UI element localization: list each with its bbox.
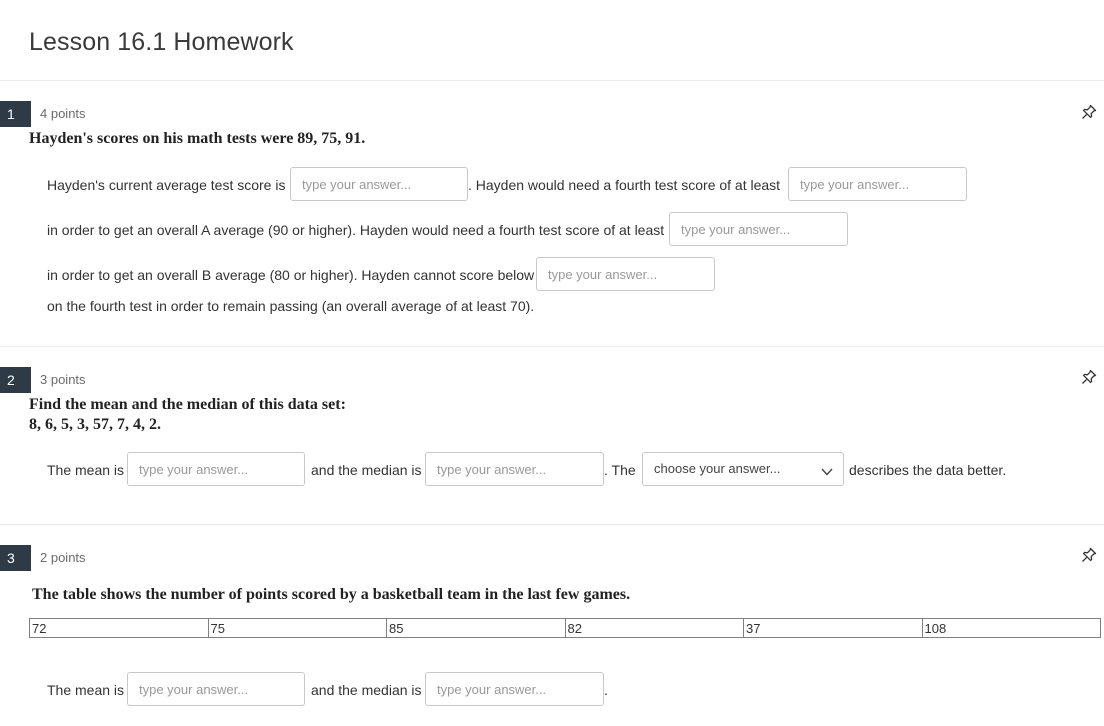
page-title: Lesson 16.1 Homework — [29, 28, 294, 56]
current-average-input[interactable] — [290, 167, 468, 201]
question-text: The mean is — [47, 682, 125, 698]
table-cell: 75 — [208, 619, 387, 638]
question-number: 3 — [0, 545, 31, 571]
question-text: and the median is — [311, 682, 422, 698]
header-divider — [0, 80, 1104, 81]
pin-icon[interactable] — [1081, 547, 1097, 563]
question-number: 2 — [0, 367, 31, 393]
question-text: and the median is — [311, 462, 422, 478]
table-cell: 85 — [387, 619, 566, 638]
question-text: in order to get an overall A average (90 or higher). Hayden would need a fourth test score of at least — [47, 222, 665, 238]
table-cell: 37 — [744, 619, 923, 638]
question-text: . — [604, 682, 608, 698]
table-cell: 82 — [565, 619, 744, 638]
question-divider — [0, 524, 1104, 525]
question-divider — [0, 346, 1104, 347]
table-cell: 108 — [922, 619, 1101, 638]
table-cell: 72 — [30, 619, 209, 638]
question-points: 3 points — [40, 372, 86, 387]
question-points: 4 points — [40, 106, 86, 121]
mean-input[interactable] — [127, 452, 305, 486]
b-average-score-input[interactable] — [669, 212, 848, 246]
pin-icon[interactable] — [1081, 369, 1097, 385]
a-average-score-input[interactable] — [788, 167, 967, 201]
chevron-down-icon — [821, 464, 833, 474]
question-text: Hayden's current average test score is — [47, 177, 286, 193]
question-text: on the fourth test in order to remain passing (an overall average of at least 70). — [47, 298, 535, 314]
pin-icon[interactable] — [1081, 104, 1097, 120]
question-number: 1 — [0, 101, 31, 127]
question-prompt: Hayden's scores on his math tests were 89, 75, 91. — [29, 130, 366, 147]
passing-score-input[interactable] — [536, 257, 715, 291]
question-points: 2 points — [40, 550, 86, 565]
question-text: in order to get an overall B average (80 or higher). Hayden cannot score below — [47, 267, 535, 283]
question-prompt: The table shows the number of points scored by a basketball team in the last few games. — [32, 586, 631, 603]
median-input[interactable] — [425, 672, 604, 706]
question-text: describes the data better. — [849, 462, 1007, 478]
dropdown-value: choose your answer... — [654, 461, 781, 476]
question-text: . Hayden would need a fourth test score of at least — [468, 177, 781, 193]
scores-table — [29, 618, 1101, 638]
question-text: . The — [604, 462, 636, 478]
question-prompt: Find the mean and the median of this data set: — [29, 396, 346, 413]
question-text: The mean is — [47, 462, 125, 478]
measure-dropdown[interactable] — [642, 452, 844, 486]
mean-input[interactable] — [127, 672, 305, 706]
data-set: 8, 6, 5, 3, 57, 7, 4, 2. — [29, 416, 161, 433]
median-input[interactable] — [425, 452, 604, 486]
table-row — [30, 619, 1101, 638]
